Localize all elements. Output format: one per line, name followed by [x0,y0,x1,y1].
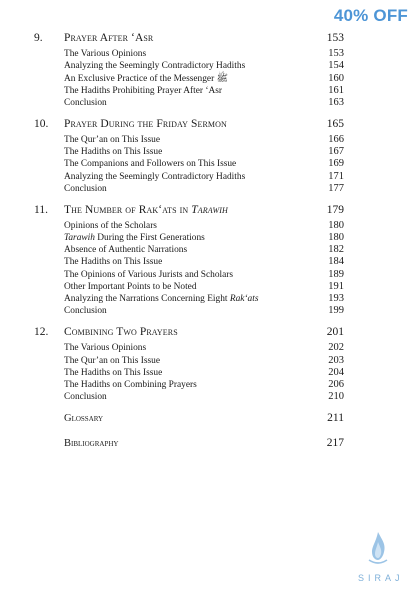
entry-title: The Hadiths on This Issue [64,147,163,158]
toc-entry [34,97,344,109]
entry-title: The Companions and Followers on This Issue [64,159,237,170]
entry-title: The Hadiths on Combining Prayers [64,379,197,390]
toc-entry [34,281,344,293]
page-number: 210 [328,391,344,403]
entry-title: The Hadiths on This Issue [64,257,163,268]
toc-entry [34,146,344,158]
chapter-number: 12. [34,326,49,339]
glossary-title: Glossary [64,413,104,425]
page-number: 191 [328,280,344,292]
page-number: 189 [328,268,344,280]
page-number: 167 [328,146,344,158]
entry-title [64,233,314,243]
page-number: 179 [326,203,344,216]
toc-entry [34,305,344,317]
table-of-contents [34,32,344,462]
toc-entry [34,256,344,268]
page-number: 206 [328,378,344,390]
page-number: 166 [328,133,344,145]
chapter-number: 9. [34,32,43,44]
entry-title [64,294,314,304]
page-number: 201 [326,326,344,339]
entry-title-text: Analyzing the Narrations Concerning Eight [64,294,230,304]
chapter-11 [34,204,344,318]
page-number: 171 [328,170,344,182]
entry-title: The Hadiths on This Issue [64,367,163,378]
entry-title: Absence of Authentic Narrations [64,245,188,256]
chapter-number: 10. [34,117,49,130]
chapter-12 [34,326,344,403]
chapter-heading [34,326,344,342]
page-number: 180 [328,219,344,231]
toc-entry [34,367,344,379]
entry-title: Conclusion [64,392,107,403]
toc-entry [34,342,344,354]
page-number: 211 [327,412,344,425]
entry-title: Analyzing the Seemingly Contradictory Hadiths [64,61,246,72]
discount-badge: 40% OFF [333,6,408,25]
page-number: 177 [328,182,344,194]
entry-title: Conclusion [64,97,107,108]
glossary-entry [34,412,344,428]
chapter-heading [34,118,344,134]
page-number: 204 [328,366,344,378]
page-number: 160 [328,73,344,85]
toc-entry [34,171,344,183]
entry-title-italic: Tarawih [64,233,95,244]
toc-entry [34,269,344,281]
chapter-heading [34,204,344,220]
toc-entry [34,293,344,305]
page-number: 163 [328,96,344,108]
toc-entry [34,220,344,232]
page-number: 153 [326,32,344,44]
chapter-9 [34,32,344,109]
entry-title-text: During the First Generations [94,233,205,244]
entry-title: The Opinions of Various Jurists and Scholars [64,269,234,280]
page-number: 169 [328,158,344,170]
entry-title: The Hadiths Prohibiting Prayer After ‘Asr [64,85,223,96]
page-number: 153 [328,48,344,59]
page-number: 184 [328,256,344,268]
entry-title: Conclusion [64,183,107,194]
chapter-heading [34,32,344,48]
page-number: 193 [328,293,344,304]
entry-title: The Qur’an on This Issue [64,134,160,145]
page-number: 199 [328,305,344,317]
chapter-title: Combining Two Prayers [64,326,178,339]
chapter-number: 11. [34,203,48,216]
page-number: 217 [326,437,344,450]
logo-wordmark: SIRAJ [358,573,404,583]
entry-title: The Various Opinions [64,343,147,354]
toc-entry [34,232,344,244]
toc-entry [34,72,344,84]
siraj-logo [358,530,404,583]
flame-icon [366,530,390,566]
entry-title: Analyzing the Seemingly Contradictory Hadiths [64,171,246,182]
entry-title: Conclusion [64,306,107,317]
toc-entry [34,48,344,60]
chapter-title: Prayer During the Friday Sermon [64,117,227,130]
toc-entry [34,60,344,72]
toc-entry [34,355,344,367]
chapter-10 [34,118,344,195]
entry-title: The Qur’an on This Issue [64,355,160,366]
chapter-title-italic: Tarawih [191,203,228,216]
toc-entry [34,244,344,256]
page-number: 182 [328,244,344,256]
page-number: 161 [328,84,344,96]
page-number: 202 [328,342,344,354]
page-number: 203 [328,354,344,366]
chapter-title [64,204,314,216]
entry-title: Other Important Points to be Noted [64,281,197,292]
page-number: 165 [326,117,344,130]
toc-entry [34,158,344,170]
toc-entry [34,85,344,97]
page-number: 154 [328,60,344,72]
toc-entry [34,379,344,391]
entry-title: The Various Opinions [64,49,147,59]
bibliography-entry [34,437,344,453]
entry-title: An Exclusive Practice of the Messenger ﷺ [64,74,228,85]
toc-entry [34,134,344,146]
entry-title-italic: Rak‘ats [229,294,259,304]
chapter-title-text: The Number of Rak‘ats in [64,203,192,216]
entry-title: Opinions of the Scholars [64,220,157,231]
toc-entry [34,391,344,403]
page-number: 180 [328,232,344,244]
toc-entry [34,183,344,195]
chapter-title: Prayer After ‘Asr [64,32,154,44]
bibliography-title: Bibliography [64,438,119,450]
